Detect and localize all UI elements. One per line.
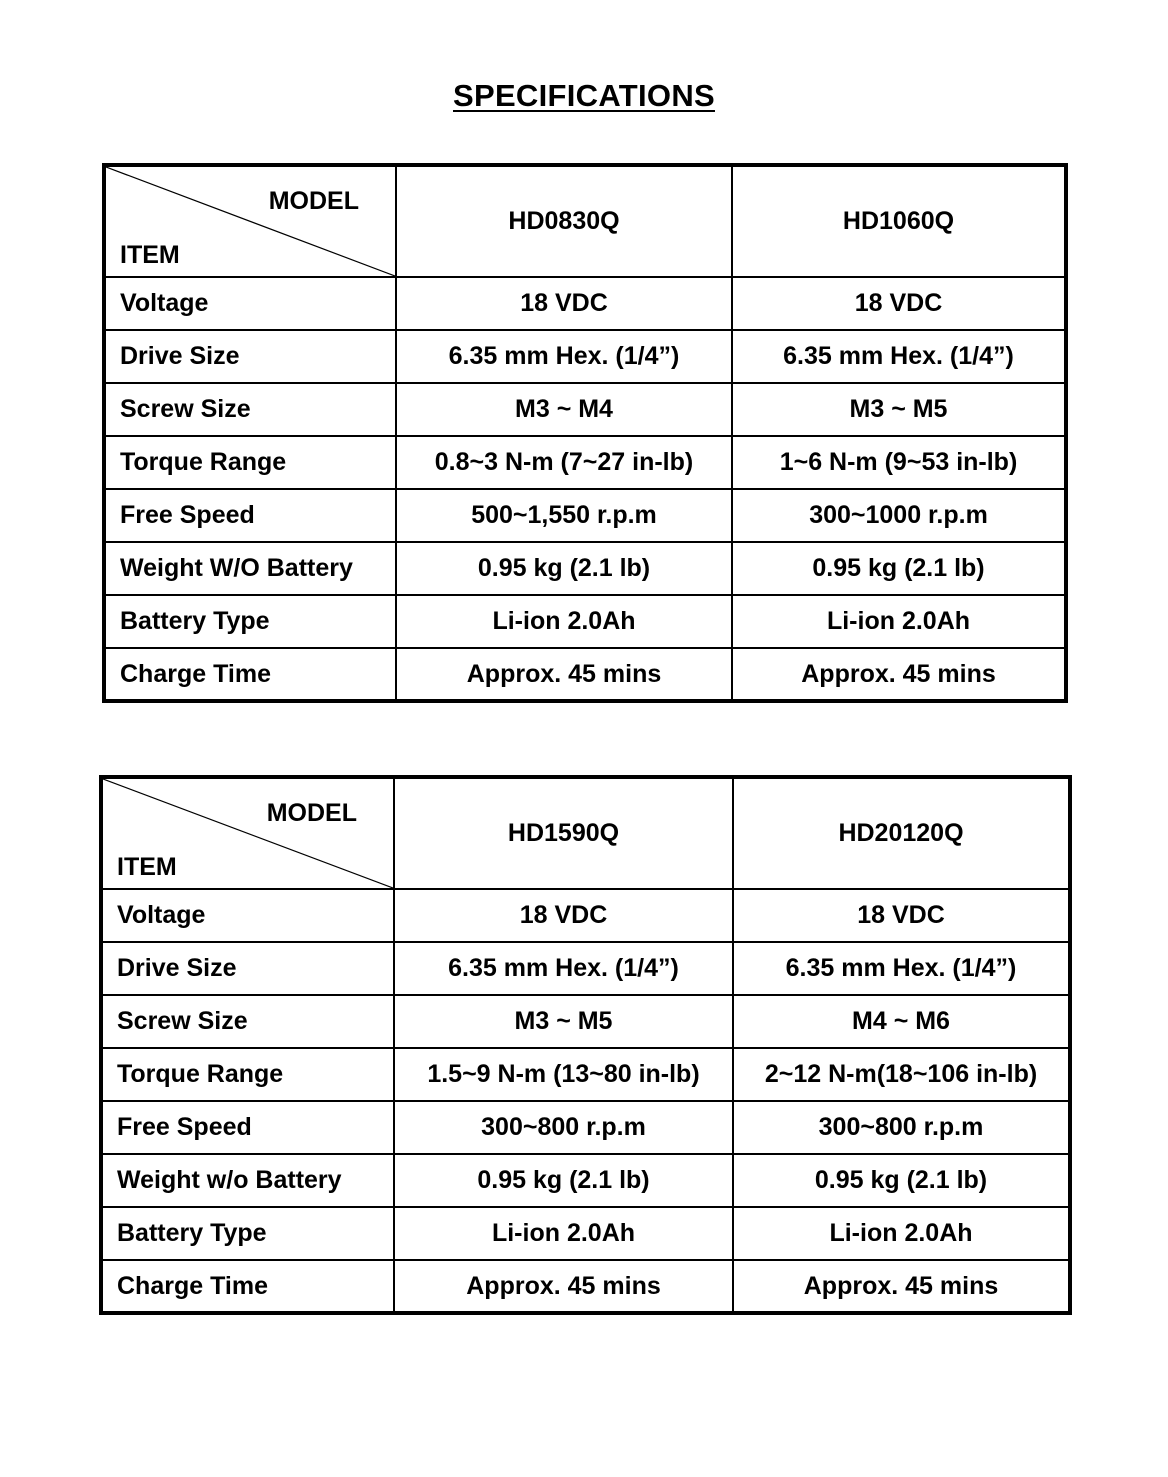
table-row: [104, 277, 1066, 330]
spec-value: Approx. 45 mins: [733, 1260, 1070, 1313]
table-row: [104, 595, 1066, 648]
table-row: [101, 1101, 1070, 1154]
model-header: HD1590Q: [394, 777, 733, 889]
spec-value: 6.35 mm Hex. (1/4”): [396, 330, 732, 383]
spec-value: Approx. 45 mins: [396, 648, 732, 701]
spec-value: Approx. 45 mins: [394, 1260, 733, 1313]
table-row: [104, 542, 1066, 595]
spec-value: 500~1,550 r.p.m: [396, 489, 732, 542]
spec-value: 0.95 kg (2.1 lb): [732, 542, 1066, 595]
table-row: [104, 648, 1066, 701]
spec-value: 6.35 mm Hex. (1/4”): [394, 942, 733, 995]
item-label: Weight w/o Battery: [101, 1154, 394, 1207]
table-header-row: [104, 165, 1066, 277]
corner-item-label: ITEM: [117, 853, 177, 881]
model-header: HD20120Q: [733, 777, 1070, 889]
spec-value: Li-ion 2.0Ah: [396, 595, 732, 648]
item-label: Charge Time: [101, 1260, 394, 1313]
spec-value: 300~800 r.p.m: [733, 1101, 1070, 1154]
table-row: [104, 436, 1066, 489]
item-label: Screw Size: [101, 995, 394, 1048]
spec-value: 6.35 mm Hex. (1/4”): [733, 942, 1070, 995]
corner-item-label: ITEM: [120, 241, 180, 269]
spec-value: 18 VDC: [394, 889, 733, 942]
table-row: [104, 489, 1066, 542]
spec-value: Approx. 45 mins: [732, 648, 1066, 701]
spec-value: 18 VDC: [732, 277, 1066, 330]
spec-value: 2~12 N-m(18~106 in-lb): [733, 1048, 1070, 1101]
spec-value: Li-ion 2.0Ah: [394, 1207, 733, 1260]
spec-value: 18 VDC: [733, 889, 1070, 942]
model-header: HD0830Q: [396, 165, 732, 277]
item-label: Drive Size: [101, 942, 394, 995]
spec-value: 0.95 kg (2.1 lb): [396, 542, 732, 595]
spec-value: 0.95 kg (2.1 lb): [394, 1154, 733, 1207]
table-header-row: [101, 777, 1070, 889]
table-row: [101, 1154, 1070, 1207]
item-label: Weight W/O Battery: [104, 542, 396, 595]
item-label: Voltage: [101, 889, 394, 942]
table-row: [104, 383, 1066, 436]
spec-value: 0.95 kg (2.1 lb): [733, 1154, 1070, 1207]
table-row: [101, 942, 1070, 995]
table-row: [101, 1260, 1070, 1313]
table-row: [104, 330, 1066, 383]
spec-value: M4 ~ M6: [733, 995, 1070, 1048]
corner-cell: [101, 777, 394, 889]
item-label: Free Speed: [101, 1101, 394, 1154]
spec-value: 1.5~9 N-m (13~80 in-lb): [394, 1048, 733, 1101]
item-label: Voltage: [104, 277, 396, 330]
item-label: Battery Type: [101, 1207, 394, 1260]
model-header: HD1060Q: [732, 165, 1066, 277]
page-title-text: SPECIFICATIONS: [453, 78, 715, 113]
item-label: Charge Time: [104, 648, 396, 701]
spec-value: 300~1000 r.p.m: [732, 489, 1066, 542]
spec-value: Li-ion 2.0Ah: [733, 1207, 1070, 1260]
item-label: Torque Range: [104, 436, 396, 489]
page-title: [0, 78, 1168, 114]
spec-value: 18 VDC: [396, 277, 732, 330]
table-row: [101, 889, 1070, 942]
spec-value: M3 ~ M5: [732, 383, 1066, 436]
spec-table-1: [102, 163, 1068, 703]
spec-value: Li-ion 2.0Ah: [732, 595, 1066, 648]
table-row: [101, 1048, 1070, 1101]
item-label: Free Speed: [104, 489, 396, 542]
table-row: [101, 1207, 1070, 1260]
spec-value: 1~6 N-m (9~53 in-lb): [732, 436, 1066, 489]
item-label: Drive Size: [104, 330, 396, 383]
spec-value: 0.8~3 N-m (7~27 in-lb): [396, 436, 732, 489]
spec-value: 300~800 r.p.m: [394, 1101, 733, 1154]
item-label: Torque Range: [101, 1048, 394, 1101]
spec-value: M3 ~ M4: [396, 383, 732, 436]
table-row: [101, 995, 1070, 1048]
spec-value: M3 ~ M5: [394, 995, 733, 1048]
corner-model-label: MODEL: [268, 187, 359, 215]
item-label: Battery Type: [104, 595, 396, 648]
spec-table-2: [99, 775, 1072, 1315]
corner-model-label: MODEL: [266, 799, 357, 827]
spec-value: 6.35 mm Hex. (1/4”): [732, 330, 1066, 383]
corner-cell: [104, 165, 396, 277]
item-label: Screw Size: [104, 383, 396, 436]
